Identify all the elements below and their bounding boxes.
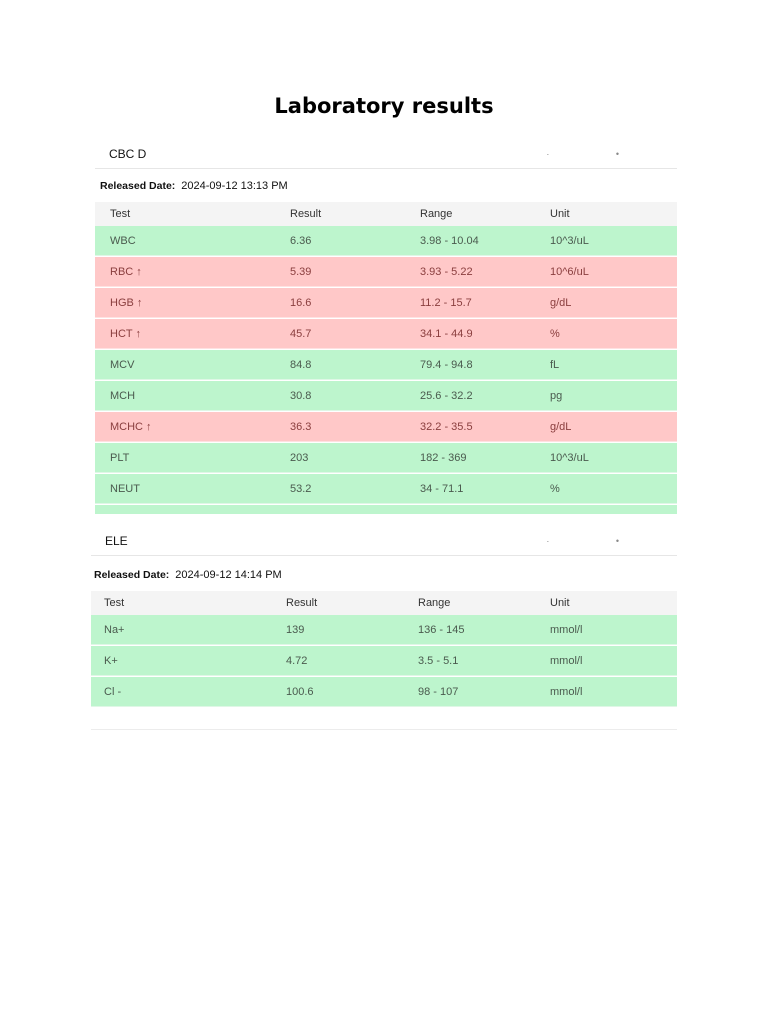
cell-test: MCHC ↑ (110, 421, 152, 433)
cell-test: MCH (110, 390, 136, 402)
cell-range: 25.6 - 32.2 (420, 390, 473, 402)
table-row (95, 381, 677, 411)
table-row (91, 646, 677, 676)
table-row (91, 677, 677, 707)
cell-result: 203 (290, 452, 309, 464)
table-row (95, 319, 677, 349)
column-header-range: Range (418, 597, 451, 609)
cell-test: Na+ (104, 624, 125, 636)
results-table (91, 591, 677, 708)
cell-unit: g/dL (550, 421, 572, 433)
cell-test: WBC (110, 235, 136, 247)
column-header-unit: Unit (550, 597, 570, 609)
page-title: Laboratory results (274, 94, 494, 118)
table-row (95, 412, 677, 442)
cell-range: 3.5 - 5.1 (418, 655, 459, 667)
panel-name: ELE (105, 534, 128, 548)
cell-result: 100.6 (286, 686, 314, 698)
cell-test: K+ (104, 655, 118, 667)
column-header-range: Range (420, 208, 453, 220)
released-date-label: Released Date: (94, 569, 170, 581)
cell-result: 5.39 (290, 266, 312, 278)
cell-unit: g/dL (550, 297, 572, 309)
panel-name: CBC D (109, 147, 147, 161)
table-row-partial (95, 505, 677, 514)
cell-range: 34 - 71.1 (420, 483, 464, 495)
cell-range: 34.1 - 44.9 (420, 328, 473, 340)
table-header-row (95, 202, 677, 226)
table-header-row (91, 591, 677, 615)
cell-result: 16.6 (290, 297, 312, 309)
released-date-value: 2024-09-12 14:14 PM (175, 569, 282, 581)
cell-range: 79.4 - 94.8 (420, 359, 473, 371)
cell-result: 6.36 (290, 235, 312, 247)
table-row (95, 288, 677, 318)
more-options-icon[interactable]: · • (546, 536, 651, 546)
cell-result: 84.8 (290, 359, 312, 371)
released-date (94, 569, 282, 581)
cell-range: 3.93 - 5.22 (420, 266, 473, 278)
panel-divider (91, 729, 677, 730)
cell-range: 136 - 145 (418, 624, 465, 636)
cell-test: RBC ↑ (110, 266, 142, 278)
cell-unit: % (550, 328, 560, 340)
cell-result: 36.3 (290, 421, 312, 433)
results-table (95, 202, 677, 514)
cell-range: 182 - 369 (420, 452, 467, 464)
cell-unit: 10^6/uL (550, 266, 589, 278)
column-header-test: Test (110, 208, 131, 220)
cell-range: 32.2 - 35.5 (420, 421, 473, 433)
cell-unit: % (550, 483, 560, 495)
column-header-unit: Unit (550, 208, 570, 220)
cell-range: 3.98 - 10.04 (420, 235, 479, 247)
cell-result: 53.2 (290, 483, 312, 495)
cell-result: 30.8 (290, 390, 312, 402)
cell-result: 4.72 (286, 655, 308, 667)
column-header-test: Test (104, 597, 125, 609)
cell-test: PLT (110, 452, 130, 464)
cell-unit: pg (550, 390, 563, 402)
cell-test: MCV (110, 359, 135, 371)
cell-unit: fL (550, 359, 560, 371)
cell-unit: 10^3/uL (550, 235, 589, 247)
cell-unit: 10^3/uL (550, 452, 589, 464)
more-options-icon[interactable]: · • (546, 149, 651, 159)
cell-result: 139 (286, 624, 305, 636)
cell-test: NEUT (110, 483, 140, 495)
cell-test: Cl - (104, 686, 122, 698)
column-header-result: Result (290, 208, 322, 220)
cell-unit: mmol/l (550, 686, 583, 698)
column-header-result: Result (286, 597, 318, 609)
released-date (100, 180, 288, 192)
cell-unit: mmol/l (550, 655, 583, 667)
released-date-value: 2024-09-12 13:13 PM (181, 180, 288, 192)
table-row (91, 615, 677, 645)
table-row (95, 474, 677, 504)
released-date-label: Released Date: (100, 180, 176, 192)
panel-header (91, 526, 677, 556)
table-row (95, 443, 677, 473)
panel-header (95, 139, 677, 169)
table-row (95, 226, 677, 256)
cell-result: 45.7 (290, 328, 312, 340)
table-row (95, 257, 677, 287)
cell-range: 11.2 - 15.7 (420, 297, 472, 309)
cell-range: 98 - 107 (418, 686, 459, 698)
table-row (95, 350, 677, 380)
cell-test: HCT ↑ (110, 328, 141, 340)
cell-test: HGB ↑ (110, 297, 143, 309)
cell-unit: mmol/l (550, 624, 583, 636)
